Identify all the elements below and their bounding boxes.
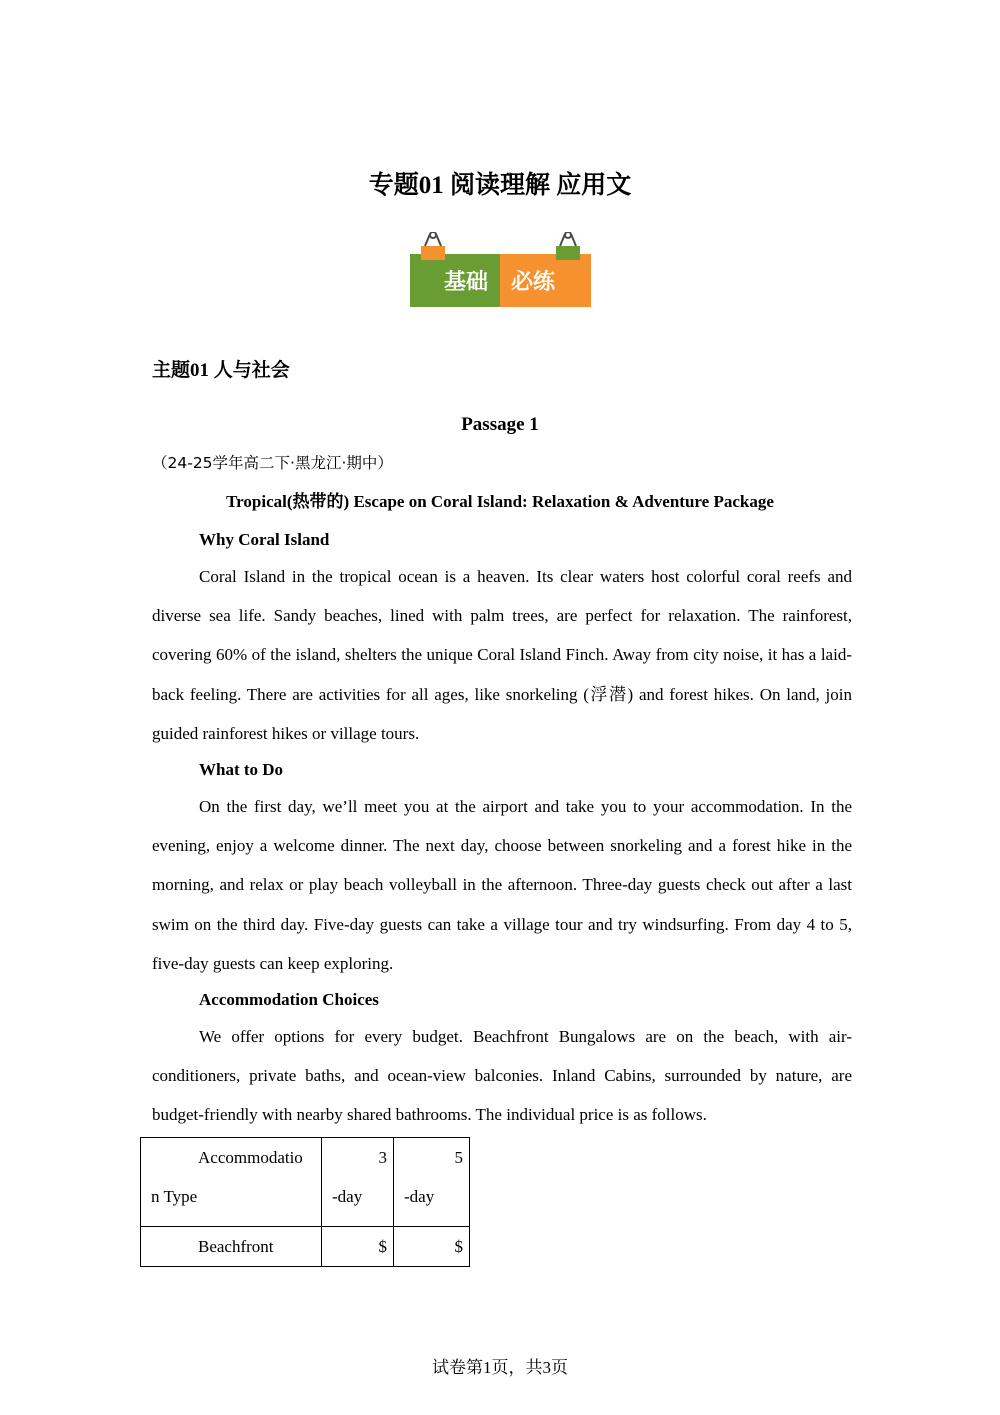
binder-clip-icon: [421, 232, 445, 260]
article-title: Tropical(热带的) Escape on Coral Island: Relaxation & Adventure Package: [226, 492, 774, 511]
binder-clip-icon: [556, 232, 580, 260]
section-text-why: Coral Island in the tropical ocean is a heaven. Its clear waters host colorful coral reefs and diverse sea life. Sandy beaches, lined with palm trees, are perfect for relaxation. The rainforest, covering 60% of the island, shelters the unique Coral Island Finch. Away from city noise, it has a laid-back feeling. There are activities for all ages, like snorkeling (浮潜) and forest hikes. On land, join guided rainforest hikes or village tours.: [152, 567, 852, 743]
source-note: （24-25学年高二下·黑龙江·期中）: [152, 454, 393, 472]
topic-heading: 主题01 人与社会: [152, 360, 290, 381]
page-footer: 试卷第1页，共3页: [432, 1358, 568, 1377]
section-heading-accommodation: Accommodation Choices: [199, 990, 379, 1009]
table-cell-3day-price: $: [322, 1227, 394, 1267]
table-header-type: Accommodatio n Type: [141, 1138, 322, 1227]
badge-left-label: 基础: [443, 270, 489, 295]
section-heading-what-to-do: What to Do: [199, 760, 284, 779]
table-row: [141, 1227, 470, 1267]
section-heading-why: Why Coral Island: [199, 530, 330, 549]
passage-title: Passage 1: [461, 414, 539, 435]
table-header-3day: 3 -day: [322, 1138, 394, 1227]
table-cell-5day-price: $: [394, 1227, 470, 1267]
section-text-accommodation: We offer options for every budget. Beachfront Bungalows are on the beach, with air-conditioners, private baths, and ocean-view balconies. Inland Cabins, surrounded by nature, are budget-friendly with nearby shared bathrooms. The individual price is as follows.: [152, 1027, 852, 1125]
badge-right-label: 必练: [510, 270, 556, 295]
table-cell-type: Beachfront: [141, 1227, 322, 1267]
table-header-5day: 5 -day: [394, 1138, 470, 1227]
basic-practice-badge: [410, 232, 591, 307]
section-text-what-to-do: On the first day, we’ll meet you at the airport and take you to your accommodation. In the evening, enjoy a welcome dinner. The next day, choose between snorkeling and a forest hike in the morning, and relax or play beach volleyball in the afternoon. Three-day guests check out after a last swim on the third day. Five-day guests can take a village tour and try windsurfing. From day 4 to 5, five-day guests can keep exploring.: [152, 797, 852, 973]
price-table: [140, 1137, 470, 1267]
table-header-row: [141, 1138, 470, 1227]
document-title: 专题01 阅读理解 应用文: [368, 172, 632, 199]
